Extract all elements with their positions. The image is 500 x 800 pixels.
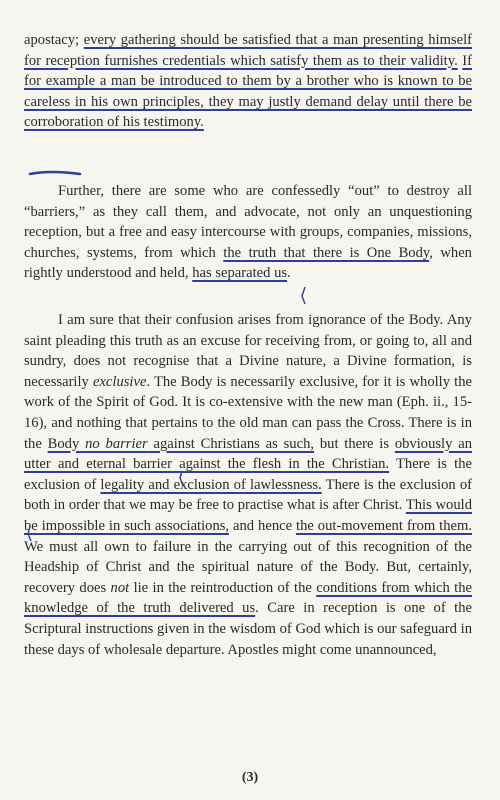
text-span: There is the exclusion of: [24, 456, 472, 493]
underlined-italic-span: no barrier: [85, 435, 148, 452]
text-span: lie in the reintroduction of the: [129, 579, 317, 596]
paragraph-3: [24, 310, 472, 660]
underlined-span: the out-movement from them.: [296, 517, 472, 534]
underlined-span: Body: [47, 435, 86, 452]
text-span: We must all own to failure in the carrying out of this recognition of the Headship of Christ and the spiritual nature of the Body. But, certainly, recovery does: [24, 538, 472, 596]
underlined-span: conditions from which the knowledge of the truth delivered us: [24, 579, 472, 617]
underlined-span: legality and exclusion of lawlessness.: [100, 476, 322, 493]
text-span: . The Body is necessarily exclusive, for it is wholly the work of the Spirit of God. It is co-extensive with the new man (Eph. ii., 15-16), and nothing that pertains to the old man can pass the Cross. There is in the: [24, 373, 472, 452]
underlined-span: obviously an utter and eternal barrier against the flesh in the Christian.: [24, 435, 473, 473]
text-span: but there is: [314, 435, 395, 452]
italic-span: exclusive: [92, 373, 147, 390]
page-number: (3): [241, 770, 259, 785]
annotation-bracket: [302, 287, 305, 304]
text-span: . Care in reception is one of the Scriptural instructions given in the wisdom of God which is our safeguard in these days of wholesale departure. Apostles might come unannounced,: [24, 600, 473, 658]
underlined-span: has separated us: [192, 265, 288, 282]
text-span: I am sure that their confusion arises from ignorance of the Body. Any saint pleading this truth as an excuse for receiving from, or going to, all and sundry, does not recognise that a Divine nature, a Divine formation, is necessarily: [24, 312, 472, 390]
text-span: There is the exclusion of both in order that we may be free to practise what is after Christ.: [24, 476, 473, 514]
underlined-span: If for example a man be introduced to them by a brother who is known to be careless in his own principles, they may justly demand delay until there be corroboration of his testimony.: [24, 52, 472, 131]
underlined-span: every gathering should be satisfied that a man presenting himself for reception furnishes credentials which satisfy them as to their validity.: [24, 32, 472, 69]
text-span: and hence: [229, 517, 297, 534]
annotation-stroke: [30, 172, 80, 174]
text-span: , when rightly understood and held,: [24, 244, 472, 282]
text-span: apostacy;: [24, 32, 84, 48]
underlined-span: against Christians as such,: [147, 435, 315, 452]
paragraph-2: [24, 181, 472, 284]
underlined-span: the truth that there is One Body: [223, 244, 430, 261]
text-span: .: [287, 265, 291, 282]
text-span: Further, there are some who are confessedly “out” to destroy all “barriers,” as they call them, and advocate, not only an unquestioning reception, but a free and easy intercourse with groups, companies, missions, churches, systems, from which: [24, 183, 472, 261]
italic-span: not: [110, 579, 130, 596]
underlined-span: This would be impossible in such associations,: [24, 497, 473, 534]
paragraph-1: [24, 30, 472, 133]
